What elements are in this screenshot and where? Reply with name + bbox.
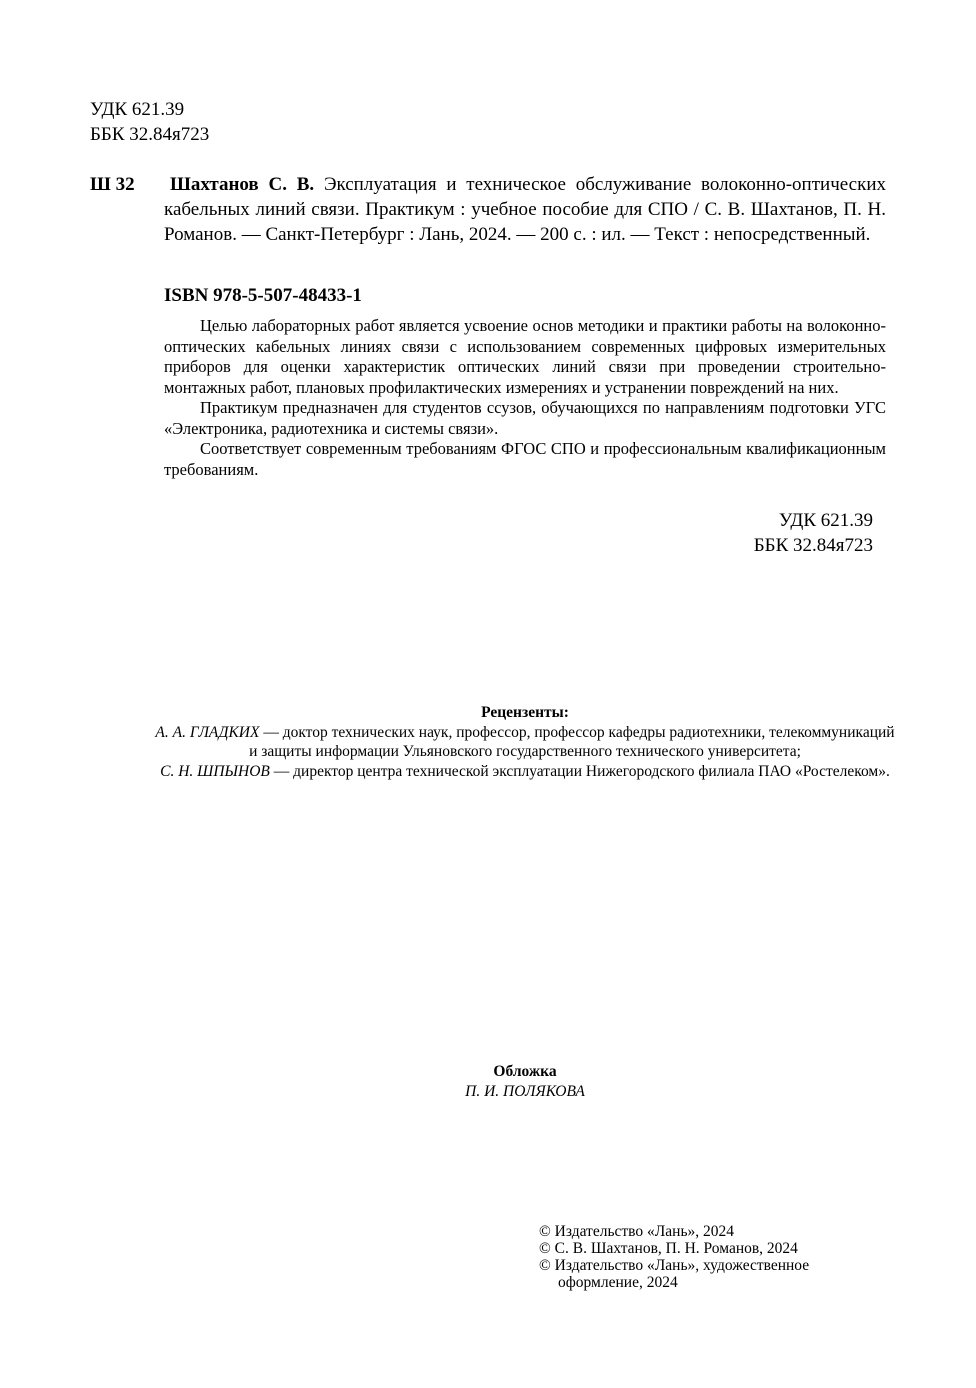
- udk-code: УДК 621.39: [90, 99, 185, 120]
- cover-heading: Обложка: [493, 1063, 557, 1080]
- abstract: [164, 316, 886, 480]
- copyright-line: © Издательство «Лань», художественное: [539, 1257, 810, 1274]
- abstract-paragraph: Соответствует современным требованиям ФГОС СПО и профессиональным квалификационным требованиям.: [164, 439, 886, 479]
- isbn: ISBN 978-5-507-48433-1: [164, 285, 362, 306]
- bibliographic-description: Эксплуатация и техническое обслуживание волоконно-оптических кабельных линий связи. Практикум : учебное пособие для СПО / С. В. Шахтанов, П. Н. Романов. — Санкт-Петербург : Лань, 2024. — 200 с. : ил. — Текст : непосредственный.: [164, 174, 886, 245]
- copyright-line: © С. В. Шахтанов, П. Н. Романов, 2024: [539, 1240, 798, 1257]
- udk-bbk-top: [90, 97, 209, 147]
- bbk-code: ББК 32.84я723: [753, 535, 873, 556]
- bbk-code: ББК 32.84я723: [90, 124, 210, 145]
- abstract-paragraph: Практикум предназначен для студентов ссузов, обучающихся по направлениям подготовки УГС «Электроника, радиотехника и системы связи».: [164, 398, 886, 438]
- copyright-line: © Издательство «Лань», 2024: [539, 1223, 735, 1240]
- reviewers: [150, 703, 900, 781]
- reviewer-entry: [150, 762, 900, 782]
- cover-credit: [350, 1062, 700, 1102]
- reviewers-heading: Рецензенты:: [481, 704, 569, 721]
- reviewer-description: — доктор технических наук, профессор, профессор кафедры радиотехники, телекоммуникаций и защиты информации Ульяновского государственного технического университета;: [249, 723, 895, 760]
- reviewer-entry: [150, 723, 900, 762]
- abstract-paragraph: Целью лабораторных работ является усвоение основ методики и практики работы на волоконно-оптических кабельных линиях связи с использованием современных цифровых измерительных приборов для оценки характеристик оптических линий связи при проведении строительно-монтажных работ, плановых профилактических измерениях и устранении повреждений на них.: [164, 316, 886, 397]
- copyright-block: [539, 1223, 859, 1291]
- author-mark: Ш 32: [90, 174, 135, 195]
- udk-bbk-right: [600, 508, 873, 558]
- reviewer-name: А. А. ГЛАДКИХ: [155, 723, 260, 741]
- copyright-line-continuation: оформление, 2024: [558, 1274, 678, 1291]
- author-name: Шахтанов С. В.: [170, 174, 315, 195]
- cover-designer: П. И. ПОЛЯКОВА: [465, 1083, 585, 1100]
- reviewer-description: — директор центра технической эксплуатации Нижегородского филиала ПАО «Ростелеком».: [269, 762, 890, 780]
- bibliographic-record: [164, 172, 886, 247]
- reviewer-name: С. Н. ШПЫНОВ: [160, 762, 270, 780]
- udk-code: УДК 621.39: [778, 510, 873, 531]
